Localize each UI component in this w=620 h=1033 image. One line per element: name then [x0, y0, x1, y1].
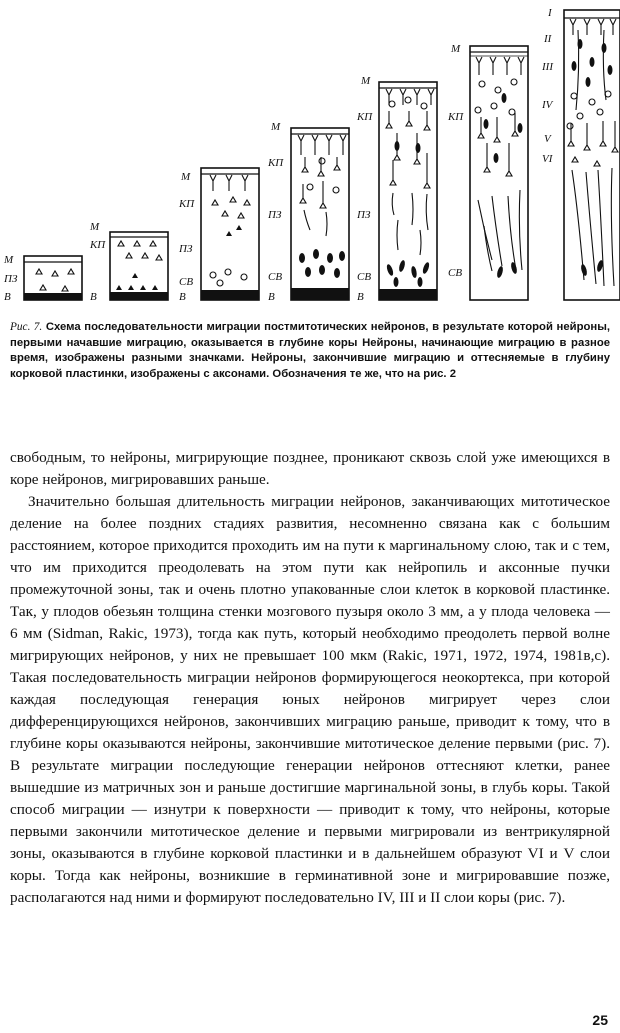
stage-6-label-sv: СВ: [448, 267, 463, 279]
figure-caption: [10, 320, 610, 382]
figure-caption-text: Схема последовательности миграции постмитотических нейронов, в результате которой нейроны, первыми начавшие миграцию, оказывается в глубине коры Нейроны, начинающие миграцию в разное время, изображены разными значками. Нейроны, закончившие миграцию и оттесняемые в глубину корковой пластинки, изображены с аксонами. Обозначения те же, что на рис. 2: [10, 321, 610, 380]
layer-label-6: VI: [542, 153, 553, 165]
stage-4: [267, 121, 349, 303]
layer-label-3: III: [542, 61, 553, 73]
layer-label-4: IV: [542, 99, 553, 111]
stage-1-label-pz: ПЗ: [4, 273, 18, 285]
layer-label-5: V: [544, 133, 551, 145]
layer-label-2: II: [544, 33, 552, 45]
stage-3-label-pz: ПЗ: [179, 243, 193, 255]
stage-2-label-kp: КП: [90, 239, 106, 251]
stage-6: [447, 43, 528, 300]
stage-3-label-sv: СВ: [179, 276, 194, 288]
stage-2: [89, 221, 168, 303]
stage-5-label-kp: КП: [357, 111, 373, 123]
body-text: [10, 447, 610, 909]
stage-1-label-v: В: [4, 291, 11, 303]
stage-4-label-sv: СВ: [268, 271, 283, 283]
stage-2-label-v: В: [90, 291, 97, 303]
page-number: 25: [592, 1012, 608, 1028]
stage-7-mature-cortex: [541, 7, 620, 300]
stage-5-label-m: М: [361, 75, 371, 87]
stage-1-label-m: М: [4, 254, 14, 266]
layer-label-1: I: [548, 7, 552, 19]
stage-2-label-m: М: [90, 221, 100, 233]
stage-6-label-m: М: [451, 43, 461, 55]
stage-5: [356, 75, 437, 303]
stage-4-label-v: В: [268, 291, 275, 303]
stage-4-label-m: М: [271, 121, 281, 133]
stage-1: [3, 254, 82, 303]
stage-6-label-kp: КП: [448, 111, 464, 123]
stage-3-label-v: В: [179, 291, 186, 303]
stage-3-label-kp: КП: [179, 198, 195, 210]
stage-4-label-kp: КП: [268, 157, 284, 169]
paragraph-2: Значительно большая длительность миграции нейронов, заканчивающих митотическое деление на более поздних стадиях развития, несомненно связана как с большим расстоянием, которое приходится проходить им на пути к маргинальному слою, так и с тем, что им приходится преодолевать на этом пути как нейропиль и аксонные пучки промежуточной зоны, так и очень плотно упакованные слои клеток в корковой пластинке. Так, у плодов обезьян толщина стенки мозгового пузыря около 3 мм, а у плода человека — 6 мм (Sidman, Rakic, 1973), тогда как путь, который необходимо преодолеть первой волне мигрирующих нейронов, у них не превышает 100 мкм (Rakic, 1971, 1972, 1974, 1981в,с). Такая последовательность миграции нейронов формирующегося неокортекса, при которой каждая последующая генерация юных нейронов мигрирует через слои дифференцирующихся нейронов, закончивших миграцию раньше, приводит к тому, что в глубине коры оказываются нейроны, закончившие митотическое деление первыми (рис. 7). В результате миграции последующие генерации нейронов оттесняют клетки, ранее вышедшие из матричных зон и раньше достигшие маргинальной зоны, в глубь коры. Такой способ миграции — изнутри к поверхности — приводит к тому, что нейроны, которые первыми закончили митотическое деление и первыми мигрировали из вентрикулярной зоны, оказываются в глубине корковой пластинки и в дальнейшем образуют VI и V слои коры. Тогда как нейроны, возникшие в герминативной зоне и мигрировавшие позже, располагаются над ними и формируют последовательно IV, III и II слои коры (рис. 7).: [10, 493, 610, 906]
stage-3-label-m: М: [181, 171, 191, 183]
stage-5-label-v: В: [357, 291, 364, 303]
figure-caption-label: Рис. 7.: [10, 321, 43, 333]
paragraph-1: свободным, то нейроны, мигрирующие позднее, проникают сквозь слой уже имеющихся в коре нейронов, мигрировавших раньше.: [10, 449, 610, 488]
stage-3: [178, 168, 259, 303]
stage-5-label-pz: ПЗ: [357, 209, 371, 221]
migration-scheme-figure: [0, 0, 620, 312]
stage-5-label-sv: СВ: [357, 271, 372, 283]
stage-4-label-pz: ПЗ: [268, 209, 282, 221]
